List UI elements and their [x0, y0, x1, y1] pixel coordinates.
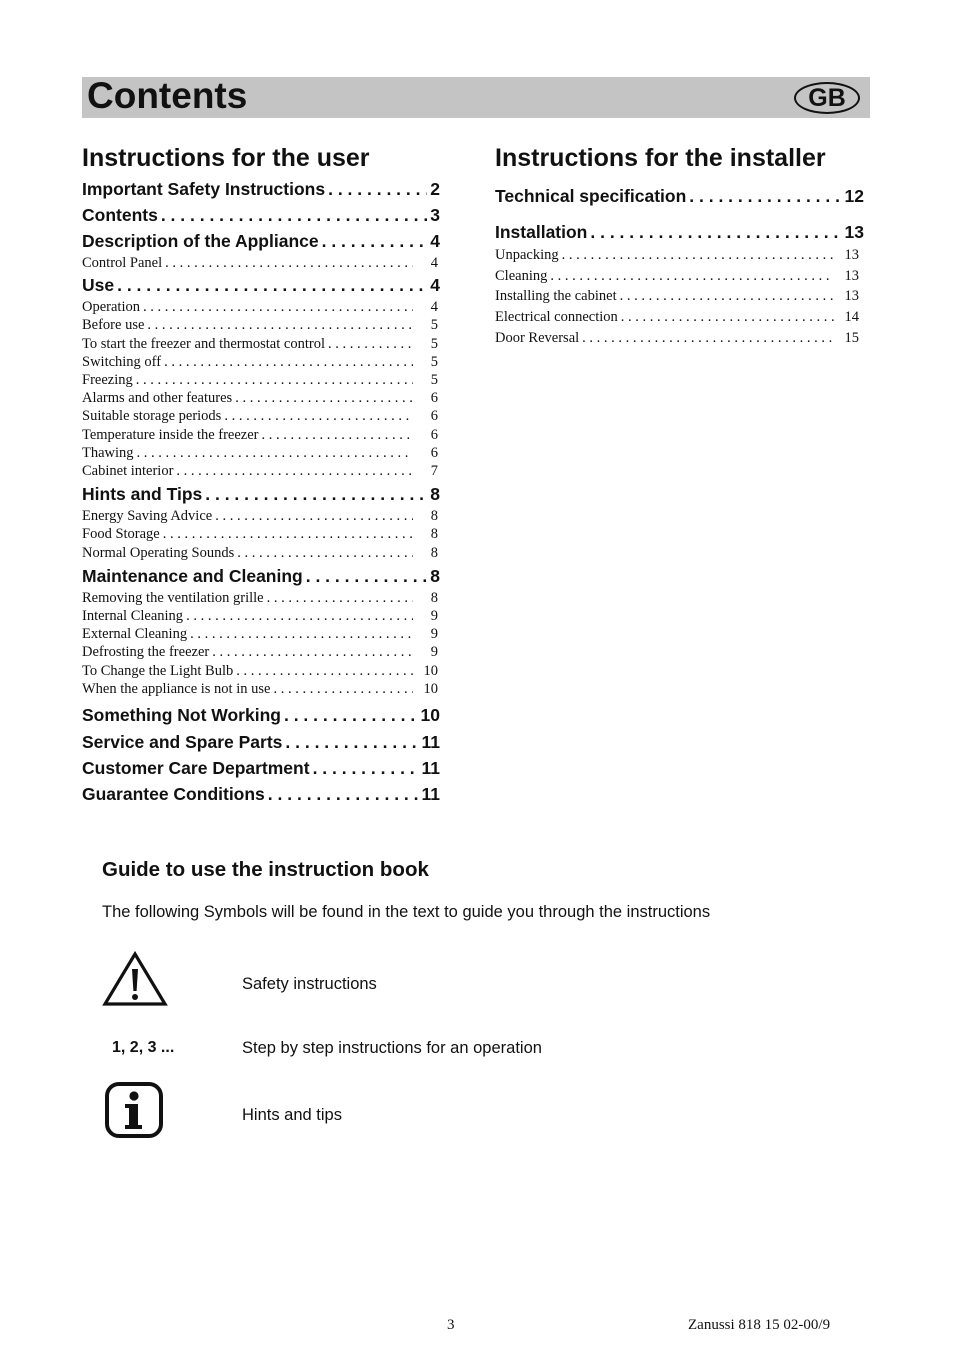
toc-item [82, 680, 438, 698]
toc-item-page: 6 [430, 408, 438, 425]
toc-leader [313, 755, 419, 781]
toc-item [495, 307, 859, 328]
toc-section [82, 481, 440, 507]
toc-leader [176, 462, 413, 480]
toc-item [82, 507, 438, 525]
toc-item-label: Door Reversal [495, 329, 580, 346]
toc-item-label: When the appliance is not in use [82, 680, 271, 697]
toc-leader [137, 444, 413, 462]
toc-item [82, 625, 438, 643]
installer-heading: Instructions for the installer [495, 144, 826, 172]
symbol-row-hints [102, 1081, 862, 1151]
toc-section-page: 11 [421, 784, 440, 805]
toc-leader [164, 353, 413, 371]
toc-item-label: Electrical connection [495, 309, 618, 326]
toc-item-page: 13 [844, 288, 859, 305]
toc-item [495, 328, 859, 349]
toc-leader [237, 544, 413, 562]
toc-item-page: 10 [423, 680, 438, 697]
toc-section [495, 219, 864, 245]
toc-section [82, 202, 440, 228]
toc-item [82, 254, 438, 272]
toc-item [82, 316, 438, 334]
toc-item-page: 15 [844, 329, 859, 346]
page-title: Contents [87, 75, 248, 116]
user-heading: Instructions for the user [82, 144, 370, 172]
toc-section-page: 3 [430, 205, 440, 225]
toc-section-label: Hints and Tips [82, 484, 203, 505]
toc-item [82, 371, 438, 389]
toc-leader [117, 272, 427, 298]
toc-section-page: 4 [430, 231, 440, 251]
toc-item-page: 4 [430, 255, 438, 271]
toc-item-label: Alarms and other features [82, 390, 233, 407]
toc-item-page: 13 [844, 247, 859, 263]
toc-item-page: 5 [430, 335, 438, 352]
toc-section-label: Technical specification [495, 186, 687, 206]
toc-item [82, 298, 438, 316]
toc-item [82, 525, 438, 543]
toc-section-page: 8 [430, 565, 440, 586]
toc-leader [165, 254, 413, 272]
toc-leader [273, 680, 413, 698]
toc-section-label: Service and Spare Parts [82, 732, 283, 753]
user-toc-list [82, 176, 440, 807]
toc-leader [161, 202, 427, 228]
toc-item-label: Cabinet interior [82, 463, 174, 480]
toc-leader [328, 335, 413, 353]
toc-leader [306, 563, 428, 589]
toc-item-page: 6 [430, 426, 438, 443]
toc-item-page: 4 [430, 299, 438, 316]
toc-leader [322, 228, 428, 254]
toc-section [82, 563, 440, 589]
toc-leader [562, 245, 834, 266]
toc-item-label: Temperature inside the freezer [82, 426, 259, 443]
toc-leader [236, 662, 413, 680]
toc-leader [590, 219, 841, 245]
title-bar [82, 77, 870, 118]
toc-item-label: Operation [82, 299, 140, 316]
toc-item-label: Cleaning [495, 267, 548, 284]
toc-item-label: Switching off [82, 353, 162, 370]
toc-item-page: 14 [844, 309, 859, 326]
warning-triangle-icon [102, 951, 168, 1007]
toc-leader [268, 781, 419, 807]
toc-item-label: Internal Cleaning [82, 608, 184, 625]
toc-leader [205, 481, 427, 507]
toc-item-page: 5 [430, 353, 438, 370]
symbol-row-safety [102, 951, 862, 1021]
toc-section-label: Use [82, 275, 115, 296]
toc-section-label: Guarantee Conditions [82, 784, 265, 805]
toc-item [82, 589, 438, 607]
toc-section-label: Something Not Working [82, 705, 281, 726]
toc-item-page: 8 [430, 508, 438, 525]
toc-section [82, 272, 440, 298]
toc-leader [186, 607, 413, 625]
toc-item-label: Normal Operating Sounds [82, 544, 235, 561]
toc-leader [621, 307, 834, 328]
toc-item-label: Food Storage [82, 526, 160, 543]
toc-item-page: 5 [430, 372, 438, 389]
toc-item-label: To start the freezer and thermostat control [82, 335, 325, 352]
toc-item-label: Freezing [82, 372, 133, 389]
symbol-text-hints: Hints and tips [242, 1106, 342, 1124]
toc-leader [143, 298, 413, 316]
toc-item-page: 13 [844, 267, 859, 284]
toc-item [82, 335, 438, 353]
toc-leader [285, 729, 418, 755]
symbol-text-safety: Safety instructions [242, 975, 377, 993]
toc-item [82, 544, 438, 562]
toc-section-label: Maintenance and Cleaning [82, 565, 303, 586]
toc-leader [689, 183, 841, 209]
toc-leader [163, 525, 413, 543]
toc-item-page: 5 [430, 317, 438, 334]
toc-item-label: Removing the ventilation grille [82, 589, 264, 606]
toc-section-page: 12 [844, 186, 864, 206]
toc-item [82, 462, 438, 480]
guide-heading: Guide to use the instruction book [102, 858, 429, 881]
toc-item [495, 286, 859, 307]
toc-item [82, 444, 438, 462]
toc-item-label: Defrosting the freezer [82, 644, 210, 661]
toc-section-label: Customer Care Department [82, 758, 310, 779]
toc-section-label: Installation [495, 222, 588, 242]
footer-document-code: Zanussi 818 15 02-00/9 [688, 1317, 831, 1333]
toc-section-label: Description of the Appliance [82, 231, 319, 251]
toc-section-label: Important Safety Instructions [82, 179, 326, 199]
toc-leader [620, 286, 834, 307]
toc-leader [147, 316, 413, 334]
toc-item [82, 426, 438, 444]
toc-section-page: 11 [421, 758, 440, 779]
step-marker: 1, 2, 3 ... [112, 1039, 175, 1056]
toc-leader [328, 176, 427, 202]
toc-item [495, 266, 859, 287]
toc-item-page: 9 [430, 626, 438, 643]
toc-item-label: Suitable storage periods [82, 408, 222, 425]
toc-item-page: 8 [430, 526, 438, 543]
toc-section-page: 4 [430, 275, 440, 296]
toc-leader [136, 371, 413, 389]
toc-leader [215, 507, 413, 525]
footer-page-number: 3 [447, 1317, 455, 1333]
toc-section-label: Contents [82, 205, 158, 225]
toc-item-label: To Change the Light Bulb [82, 662, 234, 679]
toc-leader [262, 426, 413, 444]
toc-leader [267, 589, 413, 607]
toc-item [82, 643, 438, 661]
toc-section [82, 702, 440, 728]
guide-section [102, 855, 862, 1124]
toc-item-page: 10 [423, 662, 438, 679]
toc-item [82, 353, 438, 371]
symbol-text-steps: Step by step instructions for an operation [242, 1039, 542, 1057]
toc-section-page: 11 [421, 732, 440, 753]
toc-leader [550, 266, 834, 287]
toc-item [82, 607, 438, 625]
toc-item-page: 7 [430, 463, 438, 480]
toc-item-label: Installing the cabinet [495, 288, 617, 305]
toc-item-label: Unpacking [495, 247, 559, 263]
country-badge: GB [794, 82, 860, 114]
toc-leader [212, 643, 413, 661]
toc-section-page: 13 [844, 222, 864, 242]
info-icon [104, 1081, 164, 1139]
toc-item-page: 9 [430, 608, 438, 625]
toc-section-page: 2 [430, 179, 440, 199]
toc-leader [235, 389, 413, 407]
toc-leader [284, 702, 418, 728]
toc-section [495, 183, 864, 209]
toc-item-label: Energy Saving Advice [82, 508, 213, 525]
toc-leader [190, 625, 413, 643]
installer-toc-list [495, 183, 864, 349]
toc-section [82, 729, 440, 755]
toc-leader [224, 407, 413, 425]
toc-item-page: 8 [430, 544, 438, 561]
toc-leader [582, 328, 834, 349]
toc-item [82, 389, 438, 407]
toc-section [82, 781, 440, 807]
toc-section [82, 176, 440, 202]
toc-item [495, 245, 859, 266]
toc-section [82, 228, 440, 254]
toc-section-page: 10 [420, 705, 440, 726]
toc-item-label: Control Panel [82, 255, 163, 271]
installer-contents [495, 142, 864, 349]
toc-item [82, 407, 438, 425]
toc-item-label: External Cleaning [82, 626, 188, 643]
toc-item-page: 8 [430, 589, 438, 606]
toc-item-page: 6 [430, 390, 438, 407]
toc-item-label: Before use [82, 317, 145, 334]
toc-item-page: 6 [430, 444, 438, 461]
guide-intro: The following Symbols will be found in the text to guide you through the instructions [102, 903, 711, 921]
toc-item-label: Thawing [82, 444, 134, 461]
toc-item-page: 9 [430, 644, 438, 661]
toc-section-page: 8 [430, 484, 440, 505]
user-contents [82, 142, 440, 807]
toc-section [82, 755, 440, 781]
toc-item [82, 662, 438, 680]
